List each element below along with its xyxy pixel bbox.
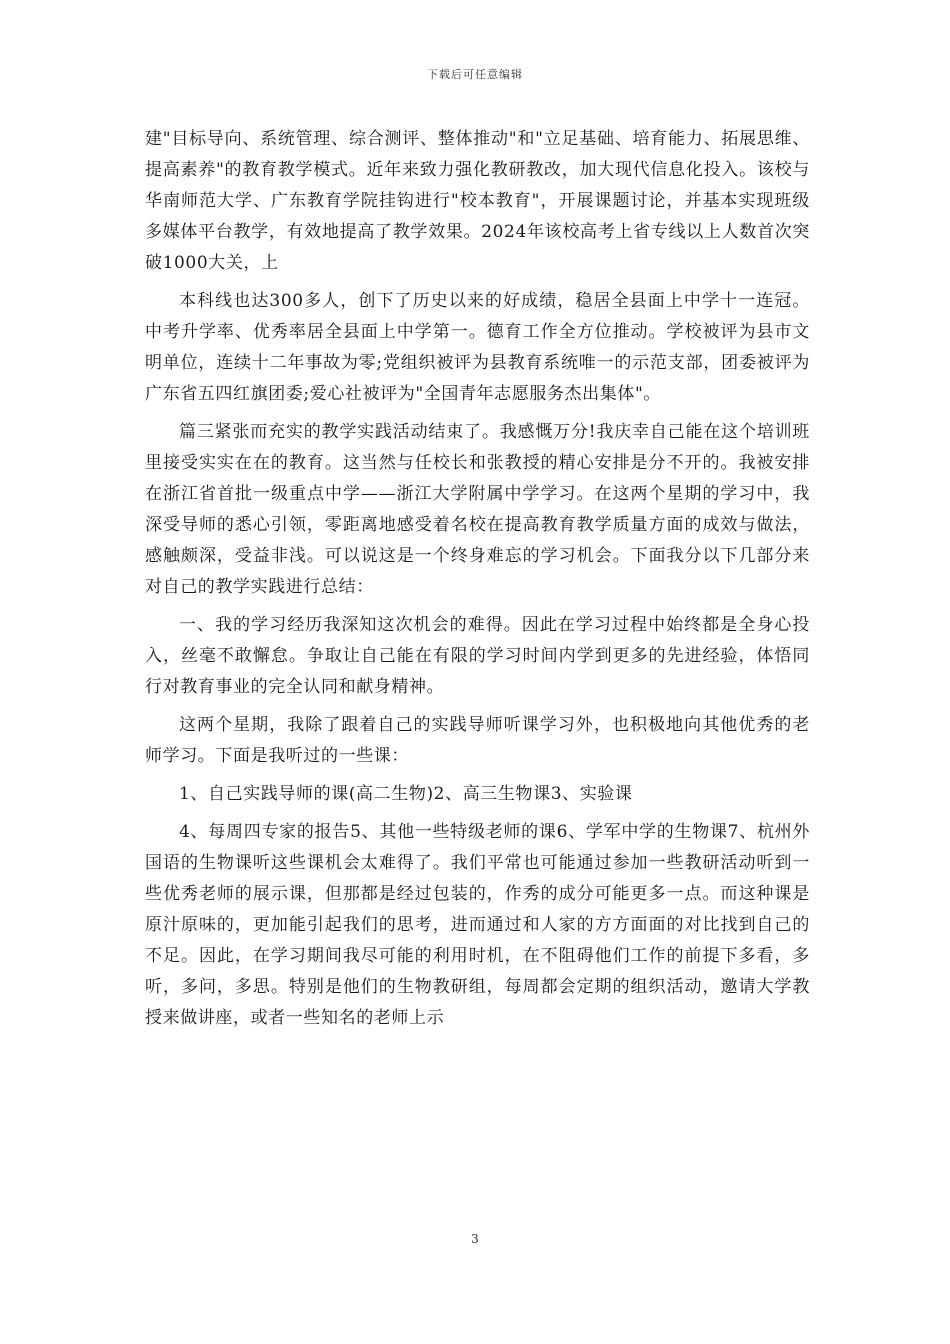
paragraph: 1、自己实践导师的课(高二生物)2、高三生物课3、实验课 bbox=[179, 784, 633, 804]
paragraph: 篇三紧张而充实的教学实践活动结束了。我感慨万分!我庆幸自己能在这个培训班里接受实实在在的教育。这当然与任校长和张教授的精心安排是分不开的。我被安排在浙江省首批一级重点中学——浙江大学附属中学学习。在这两个星期的学习中，我深受导师的悉心引领，零距离地感受着名校在提高教育教学质量方面的成效与做法，感触颇深，受益非浅。可以说这是一个终身难忘的学习机会。下面我分以下几部分来对自己的教学实践进行总结： bbox=[145, 422, 810, 597]
page-number: 3 bbox=[471, 1232, 479, 1246]
paragraph: 这两个星期，我除了跟着自己的实践导师听课学习外，也积极地向其他优秀的老师学习。下面是我听过的一些课： bbox=[145, 715, 810, 766]
paragraph-continuation: 建"目标导向、系统管理、综合测评、整体推动"和"立足基础、培育能力、拓展思维、提高素养"的教育教学模式。近年来致力强化教研教改，加大现代信息化投入。该校与华南师范大学、广东教育学院挂钩进行"校本教育"，开展课题讨论，并基本实现班级多媒体平台教学，有效地提高了教学效果。2024年该校高考上省专线以上人数首次突破1000大关，上 bbox=[145, 129, 810, 273]
paragraph: 4、每周四专家的报告5、其他一些特级老师的课6、学军中学的生物课7、杭州外国语的生物课听这些课机会太难得了。我们平常也可能通过参加一些教研活动听到一些优秀老师的展示课，但那都是经过包装的，作秀的成分可能更多一点。而这种课是原汁原味的，更加能引起我们的思考，进而通过和人家的方方面面的对比找到自己的不足。因此，在学习期间我尽可能的利用时机，在不阻碍他们工作的前提下多看，多听，多问，多思。特别是他们的生物教研组，每周都会定期的组织活动，邀请大学教授来做讲座，或者一些知名的老师上示 bbox=[145, 822, 810, 1028]
page-header: 下载后可任意编辑 bbox=[427, 68, 523, 81]
paragraph: 本科线也达300多人，创下了历史以来的好成绩，稳居全县面上中学十一连冠。中考升学率、优秀率居全县面上中学第一。德育工作全方位推动。学校被评为县市文明单位，连续十二年事故为零;党组织被评为县教育系统唯一的示范支部，团委被评为广东省五四红旗团委;爱心社被评为"全国青年志愿服务杰出集体"。 bbox=[145, 291, 810, 404]
document-body bbox=[145, 124, 810, 1034]
paragraph: 一、我的学习经历我深知这次机会的难得。因此在学习过程中始终都是全身心投入，丝毫不敢懈怠。争取让自己能在有限的学习时间内学到更多的先进经验，体悟同行对教育事业的完全认同和献身精神。 bbox=[145, 615, 810, 697]
